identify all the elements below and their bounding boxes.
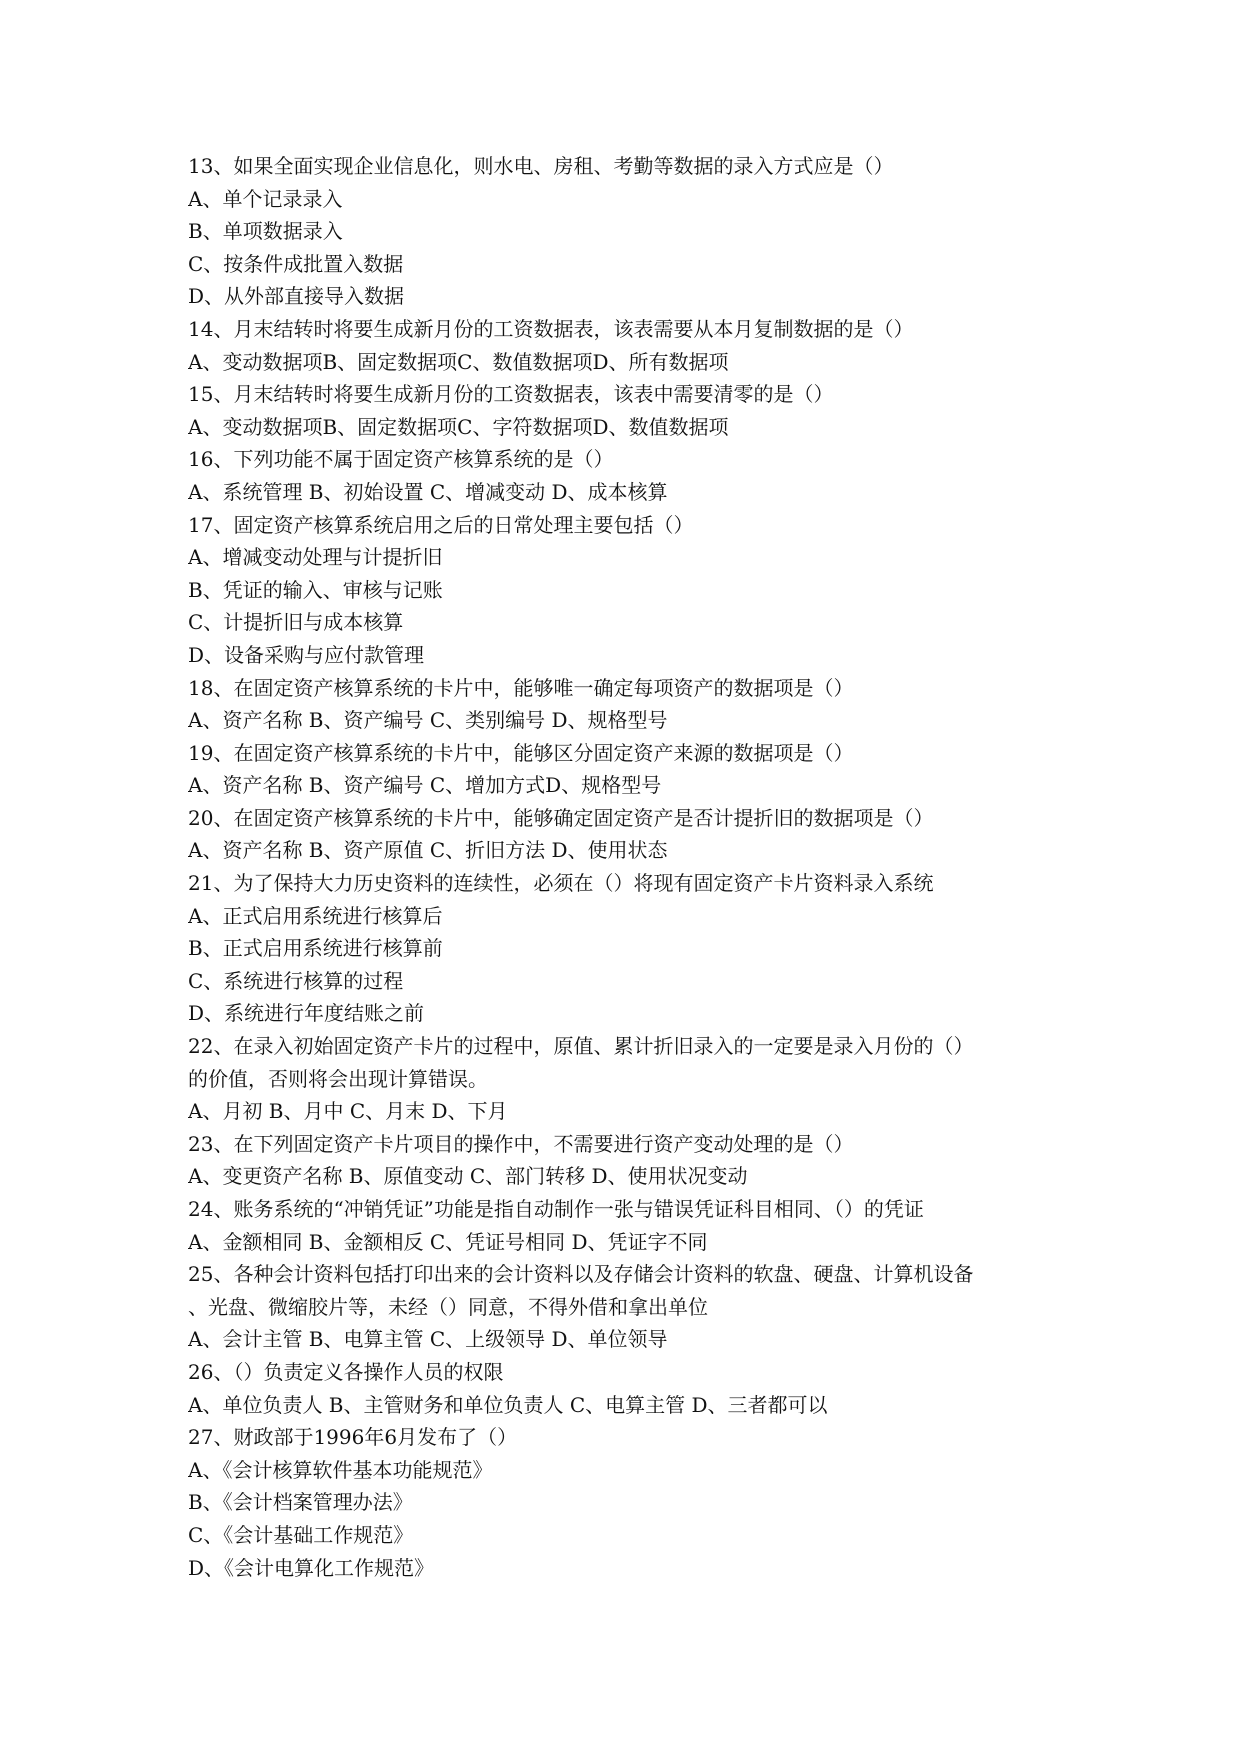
question-17: 17、固定资产核算系统启用之后的日常处理主要包括（） — [188, 512, 694, 537]
option-line: D、设备采购与应付款管理 — [188, 642, 425, 667]
question-25: 25、各种会计资料包括打印出来的会计资料以及存储会计资料的软盘、硬盘、计算机设备 — [188, 1262, 974, 1287]
question-25-continued: 、光盘、微缩胶片等，未经（）同意，不得外借和拿出单位 — [188, 1294, 708, 1319]
option-line: A、系统管理 B、初始设置 C、增减变动 D、成本核算 — [188, 479, 668, 504]
question-23: 23、在下列固定资产卡片项目的操作中，不需要进行资产变动处理的是（） — [188, 1131, 854, 1156]
question-22-continued: 的价值，否则将会出现计算错误。 — [188, 1066, 488, 1091]
question-27: 27、财政部于1996年6月发布了（） — [188, 1425, 518, 1450]
question-26: 26、（）负责定义各操作人员的权限 — [188, 1359, 504, 1384]
option-line: A、变动数据项B、固定数据项C、数值数据项D、所有数据项 — [188, 349, 729, 374]
option-line: D、从外部直接导入数据 — [188, 284, 405, 309]
option-line: B、《会计档案管理办法》 — [188, 1490, 413, 1515]
option-line: A、单个记录录入 — [188, 186, 343, 211]
option-line: B、凭证的输入、审核与记账 — [188, 577, 443, 602]
option-line: A、增减变动处理与计提折旧 — [188, 545, 443, 570]
option-line: D、系统进行年度结账之前 — [188, 1001, 425, 1026]
option-line: A、资产名称 B、资产原值 C、折旧方法 D、使用状态 — [188, 838, 668, 863]
question-20: 20、在固定资产核算系统的卡片中，能够确定固定资产是否计提折旧的数据项是（） — [188, 805, 934, 830]
option-line: C、《会计基础工作规范》 — [188, 1522, 414, 1547]
option-line: A、会计主管 B、电算主管 C、上级领导 D、单位领导 — [188, 1327, 668, 1352]
option-line: A、《会计核算软件基本功能规范》 — [188, 1457, 493, 1482]
option-line: A、金额相同 B、金额相反 C、凭证号相同 D、凭证字不同 — [188, 1229, 708, 1254]
question-13: 13、如果全面实现企业信息化，则水电、房租、考勤等数据的录入方式应是（） — [188, 154, 894, 178]
option-line: A、资产名称 B、资产编号 C、增加方式D、规格型号 — [188, 773, 662, 798]
option-line: B、正式启用系统进行核算前 — [188, 936, 443, 961]
question-14: 14、月末结转时将要生成新月份的工资数据表，该表需要从本月复制数据的是（） — [188, 316, 914, 341]
document-body — [188, 150, 1068, 1584]
question-22: 22、在录入初始固定资产卡片的过程中，原值、累计折旧录入的一定要是录入月份的（） — [188, 1034, 974, 1059]
option-line: C、计提折旧与成本核算 — [188, 610, 404, 635]
question-15: 15、月末结转时将要生成新月份的工资数据表，该表中需要清零的是（） — [188, 382, 834, 407]
question-24: 24、账务系统的“冲销凭证”功能是指自动制作一张与错误凭证科目相同、（）的凭证 — [188, 1197, 924, 1221]
option-line: D、《会计电算化工作规范》 — [188, 1555, 435, 1580]
option-line: A、资产名称 B、资产编号 C、类别编号 D、规格型号 — [188, 708, 668, 733]
question-18: 18、在固定资产核算系统的卡片中，能够唯一确定每项资产的数据项是（） — [188, 675, 854, 700]
option-line: A、正式启用系统进行核算后 — [188, 903, 443, 928]
option-line: A、变动数据项B、固定数据项C、字符数据项D、数值数据项 — [188, 414, 729, 439]
option-line: A、月初 B、月中 C、月末 D、下月 — [188, 1099, 508, 1124]
option-line: B、单项数据录入 — [188, 219, 343, 244]
option-line: A、变更资产名称 B、原值变动 C、部门转移 D、使用状况变动 — [188, 1164, 748, 1189]
question-16: 16、下列功能不属于固定资产核算系统的是（） — [188, 447, 614, 472]
option-line: C、按条件成批置入数据 — [188, 251, 404, 276]
question-21: 21、为了保持大力历史资料的连续性，必须在（）将现有固定资产卡片资料录入系统 — [188, 871, 934, 896]
option-line: C、系统进行核算的过程 — [188, 968, 404, 993]
question-19: 19、在固定资产核算系统的卡片中，能够区分固定资产来源的数据项是（） — [188, 740, 854, 765]
option-line: A、单位负责人 B、主管财务和单位负责人 C、电算主管 D、三者都可以 — [188, 1392, 828, 1417]
